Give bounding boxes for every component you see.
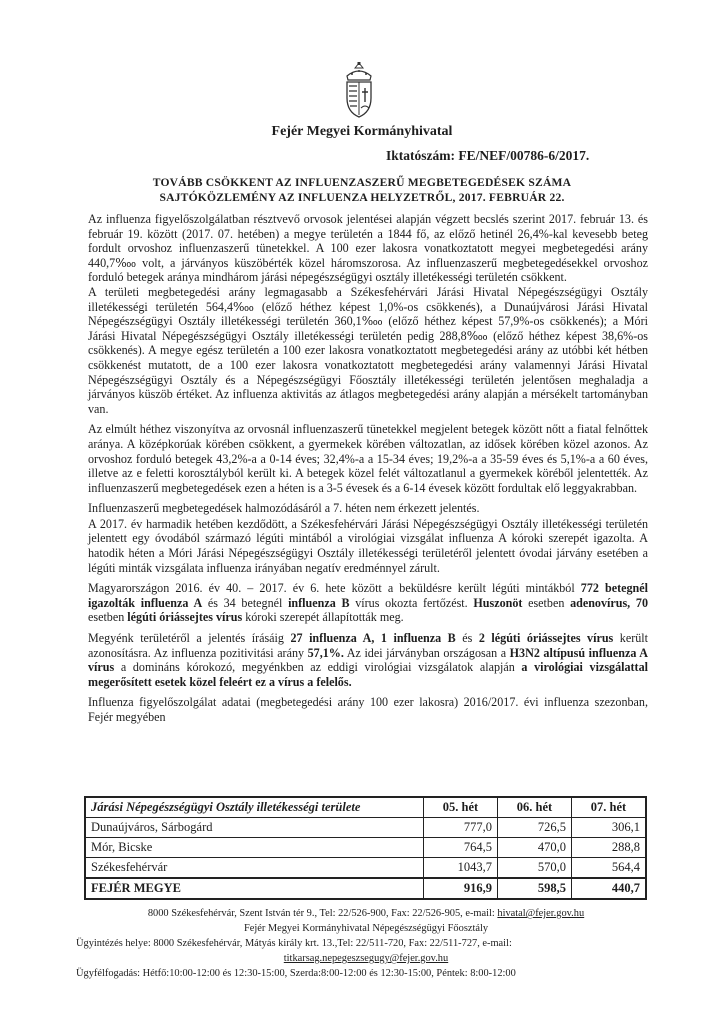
rate-cell: 564,4: [572, 858, 647, 879]
footer-address-line: 8000 Székesfehérvár, Szent István tér 9., Tel: 22/526-900, Fax: 22/526-905, e-mail: hivatal@fejer.gov.hu: [147, 908, 585, 919]
email-link[interactable]: titkarsag.nepegeszsegugy@fejer.gov.hu: [283, 953, 449, 964]
table-row: [85, 818, 646, 838]
press-release-body: [88, 212, 648, 731]
rate-cell: 726,5: [498, 818, 572, 838]
paragraph-weekly-estimate: Az influenza figyelőszolgálatban résztvevő orvosok jelentései alapján végzett becslés szerint 2017. február 13. és február 19. között (2017. 07. hetében) a megye területén a 1844 fő, az előző hetinél 26,4%-kal kevesebb beteg fordult orvoshoz influenzaszerű tünetekkel. A 100 ezer lakosra vonatkoztatott megyei megbetegedési arány 440,7‱ volt, a járványos küszöbérték közel háromszorosa. Az influenzaszerű megbetegedésekkel orvoshoz forduló betegek aránya mindhárom járási népegészségügyi osztály illetékességi területén csökkent.: [88, 212, 648, 285]
footer-email-line: [76, 951, 656, 966]
registration-number: Iktatószám: FE/NEF/00786-6/2017.: [386, 148, 590, 163]
paragraph-regional-rates: A területi megbetegedési arány legmagasabb a Székesfehérvári Járási Hivatal Népegészségügyi Osztály illetékességi területén 564,4‱ (előző héthez képest 1,0%-os csökkenés), a Dunaújvárosi Járási Hivatal Népegészségügyi Osztály illetékességi területén 360,1‱ (előző héthez képest 57,9%-os csökkenés); a Móri Járási Hivatal Népegészségügyi Osztály illetékességi területén pedig 288,8‱ (előző héthez képest 38,6%-os csökkenés). A megye egész területén a 100 ezer lakosra vonatkoztatott megbetegedési arány az utóbbi két hétben csökkenést mutatott, de a 100 ezer lakosra vonatkoztatott megbetegedési arány valamennyi Járási Hivatal Népegészségügyi Osztály és a Népegészségügyi Főosztály illetékességi területén jelentősen meghaladja a járványos küszöb értéket. Az influenza aktivitás az átlagos megbetegedési arány alapján a mérsékelt tartományban van.: [88, 284, 648, 416]
table-caption: Influenza figyelőszolgálat adatai (megbetegedési arány 100 ezer lakosra) 2016/2017. évi influenza szezonban, Fejér megyében: [88, 695, 648, 724]
column-header-region: Járási Népegészségügyi Osztály illetékességi területe: [85, 797, 424, 818]
region-cell: Dunaújváros, Sárbogárd: [85, 818, 424, 838]
total-rate-cell: 916,9: [424, 878, 498, 899]
hungarian-coat-of-arms-icon: [342, 62, 376, 118]
footer-hours-line: Ügyfélfogadás: Hétfő:10:00-12:00 és 12:30-15:00, Szerda:8:00-12:00 és 12:30-15:00, Péntek: 8:00-12:00: [76, 968, 516, 979]
rate-cell: 470,0: [498, 838, 572, 858]
total-rate-cell: 440,7: [572, 878, 647, 899]
paragraph-age-groups: Az elmúlt héthez viszonyítva az orvosnál influenzaszerű tünetekkel megjelent betegek között nőtt a fiatal felnőttek aránya. A középkorúak körében csökkent, a gyermekek körében változatlan, az idősek körében közel azonos. Az orvoshoz forduló betegek 43,2%-a a 0-14 éves; 32,4%-a a 15-34 éves; 19,2%-a a 35-59 éves és 5,1%-a a 60 éves, illetve az e feletti korosztályból került ki. A betegek közel felét változatlanul a gyermekek köréből jelentették. Az influenzaszerű megbetegedések ezen a héten is a 3-5 évesek és a 6-14 évesek között fordultak elő leggyakrabban.: [88, 422, 648, 495]
column-header-week-06: 06. hét: [498, 797, 572, 818]
total-label-cell: FEJÉR MEGYE: [85, 878, 424, 899]
paragraph-national-samples: Magyarországon 2016. év 40. – 2017. év 6. hete között a beküldésre került légúti mintákból 772 betegnél igazolták influenza A és 34 betegnél influenza B vírus okozta fertőzést. Huszonöt esetben adenovírus, 70 esetben légúti óriássejtes vírus kóroki szerepét állapították meg.: [88, 581, 649, 625]
table-header-row: [85, 797, 646, 818]
footer-department-line: Fejér Megyei Kormányhivatal Népegészségügyi Főosztály: [243, 923, 489, 934]
rate-cell: 288,8: [572, 838, 647, 858]
rate-cell: 1043,7: [424, 858, 498, 879]
region-cell: Mór, Bicske: [85, 838, 424, 858]
rate-cell: 570,0: [498, 858, 572, 879]
rate-cell: 777,0: [424, 818, 498, 838]
paragraph-lab-confirmation: A 2017. év harmadik hetében kezdődött, a Székesfehérvári Járási Népegészségügyi Osztály illetékességi területén jelentett egy óvodából származó légúti mintából a virológiai vizsgálat influenza A kóroki szerepét igazolta. A hatodik héten a Móri Járási Népegészségügyi Osztály illetékességi területéről jelentett óvodai járvány esetében a légúti minták vizsgálata influenza irányában negatív eredménnyel zárult.: [88, 516, 648, 575]
table-total-row: [85, 878, 646, 899]
table-row: [85, 858, 646, 879]
region-cell: Székesfehérvár: [85, 858, 424, 879]
influenza-rate-table: [84, 796, 647, 900]
footer-contact: [76, 906, 656, 981]
column-header-week-05: 05. hét: [424, 797, 498, 818]
rate-cell: 306,1: [572, 818, 647, 838]
organization-name: Fejér Megyei Kormányhivatal: [271, 124, 453, 139]
footer-office-line: Ügyintézés helye: 8000 Székesfehérvár, Mátyás király krt. 13.,Tel: 22/511-720, Fax: 22/511-727, e-mail:: [76, 938, 512, 949]
paragraph-county-identification: Megyénk területéről a jelentés írásáig 27 influenza A, 1 influenza B és 2 légúti óriássejtes vírus került azonosításra. Az influenza pozitivitási arány 57,1%. Az idei járványban országosan a H3N2 altípusú influenza A vírus a domináns kórokozó, megyénkben az eddigi virológiai vizsgálatok alapján a virológiai vizsgálattal megerősített esetek közel feleért ez a vírus a felelős.: [88, 631, 649, 689]
paragraph-outbreaks: Influenzaszerű megbetegedések halmozódásáról a 7. héten nem érkezett jelentés.: [88, 501, 480, 516]
email-link[interactable]: hivatal@fejer.gov.hu: [497, 908, 585, 919]
column-header-week-07: 07. hét: [572, 797, 647, 818]
total-rate-cell: 598,5: [498, 878, 572, 899]
rate-cell: 764,5: [424, 838, 498, 858]
subheadline: SAJTÓKÖZLEMÉNY AZ INFLUENZA HELYZETRŐL, 2017. FEBRUÁR 22.: [159, 191, 565, 204]
table-row: [85, 838, 646, 858]
headline: TOVÁBB CSÖKKENT AZ INFLUENZASZERŰ MEGBETEGEDÉSEK SZÁMA: [152, 176, 572, 189]
